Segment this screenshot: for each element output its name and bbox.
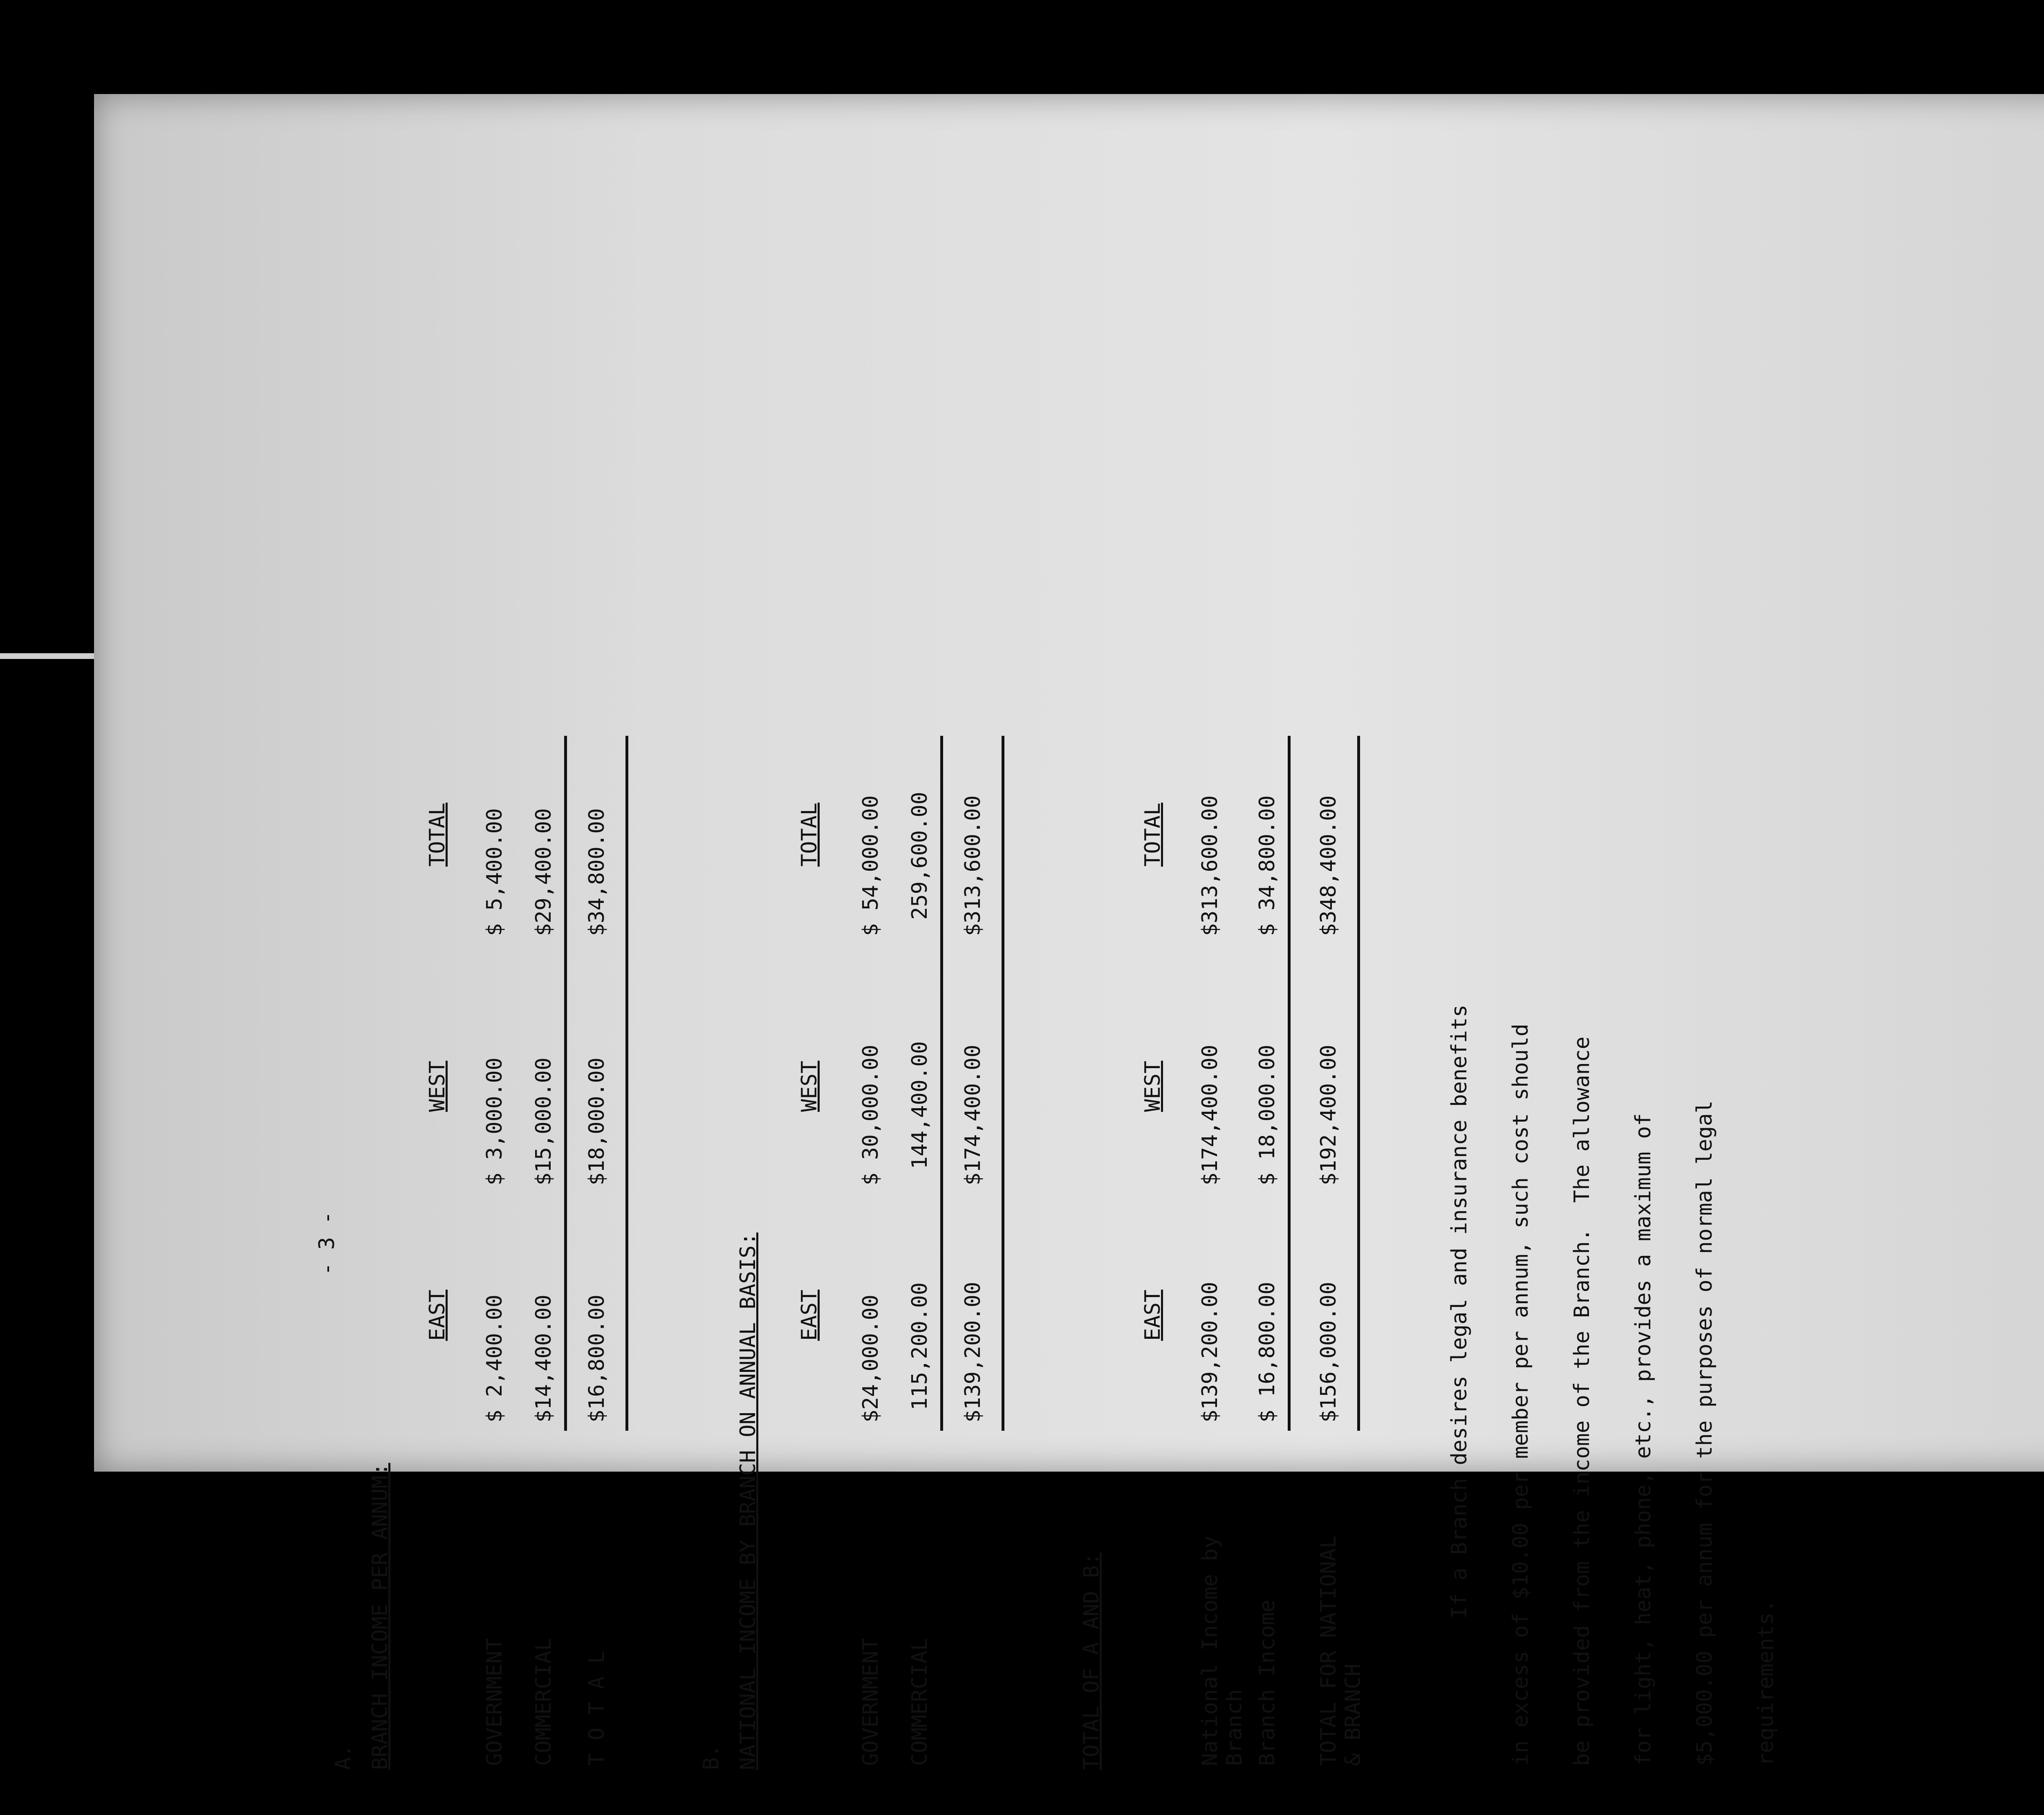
- section-b-header-east: EAST: [797, 1289, 822, 1341]
- section-c-header-west: WEST: [1141, 1060, 1165, 1112]
- section-a-cell: $18,000.00: [585, 1057, 609, 1185]
- section-b-title: NATIONAL INCOME BY BRANCH ON ANNUAL BASIS:: [736, 1232, 760, 1770]
- section-c-cell: $ 16,800.00: [1255, 1282, 1280, 1423]
- section-b-cell: 144,400.00: [908, 1041, 932, 1169]
- section-c-cell: $ 34,800.00: [1255, 795, 1280, 936]
- section-c-cell: $192,400.00: [1316, 1044, 1341, 1185]
- section-c-total-rule: [1357, 736, 1360, 1431]
- section-a-cell: $34,800.00: [585, 808, 609, 936]
- paragraph-line: be provided from the income of the Branch. The allowance: [1570, 1036, 1594, 1766]
- section-a-sum-rule: [564, 736, 567, 1431]
- section-c-cell: $313,600.00: [1198, 795, 1222, 936]
- paragraph-line: for light, heat, phone, etc., provides a maximum of: [1631, 1113, 1656, 1766]
- section-a-cell: $ 5,400.00: [482, 808, 507, 936]
- paragraph-line: requirements.: [1754, 1600, 1778, 1766]
- section-b-cell: $ 30,000.00: [858, 1044, 883, 1185]
- section-b-cell: $24,000.00: [858, 1294, 883, 1423]
- page-number: - 3 -: [315, 1211, 339, 1275]
- section-c-cell: $139,200.00: [1198, 1282, 1222, 1423]
- section-c-cell: $ 18,000.00: [1255, 1044, 1280, 1185]
- section-c-cell: $174,400.00: [1198, 1044, 1222, 1185]
- section-c-header-total: TOTAL: [1141, 802, 1165, 867]
- paragraph-line: If a Branch desires legal and insurance benefits: [1447, 1004, 1472, 1619]
- section-a-cell: $14,400.00: [531, 1294, 556, 1423]
- section-a-letter: A.: [331, 1744, 356, 1770]
- section-c-row-label: TOTAL FOR NATIONAL & BRANCH: [1316, 1535, 1365, 1766]
- section-b-total-rule: [1002, 736, 1004, 1431]
- section-c-sum-rule: [1288, 736, 1291, 1431]
- section-c-row-label: Branch Income: [1255, 1600, 1280, 1766]
- paragraph-line: in excess of $10.00 per member per annum, such cost should: [1508, 1024, 1533, 1766]
- section-b-row-label: GOVERNMENT: [858, 1638, 883, 1766]
- section-a-cell: $15,000.00: [531, 1057, 556, 1185]
- section-b-row-label: COMMERCIAL: [908, 1638, 932, 1766]
- section-b-sum-rule: [940, 736, 943, 1431]
- section-a-header-east: EAST: [425, 1289, 450, 1341]
- section-a-row-label: T O T A L: [585, 1651, 609, 1766]
- section-c-header-east: EAST: [1141, 1289, 1165, 1341]
- paragraph-line: $5,000.00 per annum for the purposes of normal legal: [1692, 1100, 1717, 1766]
- section-c-cell: $348,400.00: [1316, 795, 1341, 936]
- section-b-letter: B.: [699, 1744, 724, 1770]
- section-b-cell: 115,200.00: [908, 1282, 932, 1410]
- section-b-header-west: WEST: [797, 1060, 822, 1112]
- section-a-cell: $16,800.00: [585, 1294, 609, 1423]
- section-b-cell: $139,200.00: [961, 1282, 985, 1423]
- section-a-title: BRANCH INCOME PER ANNUM:: [368, 1463, 392, 1770]
- section-a-row-label: GOVERNMENT: [482, 1638, 507, 1766]
- section-a-cell: $ 2,400.00: [482, 1294, 507, 1423]
- section-a-cell: $29,400.00: [531, 808, 556, 936]
- section-a-cell: $ 3,000.00: [482, 1057, 507, 1185]
- section-c-cell: $156,000.00: [1316, 1282, 1341, 1423]
- section-c-row-label: National Income by Branch: [1198, 1535, 1247, 1766]
- section-a-header-west: WEST: [425, 1060, 450, 1112]
- section-b-header-total: TOTAL: [797, 802, 822, 867]
- section-a-header-total: TOTAL: [425, 802, 450, 867]
- section-a-row-label: COMMERCIAL: [531, 1638, 556, 1766]
- section-b-cell: $313,600.00: [961, 795, 985, 936]
- section-a-total-rule: [625, 736, 628, 1431]
- document-page: [270, 589, 2044, 1815]
- section-b-cell: 259,600.00: [908, 791, 932, 920]
- section-b-cell: $ 54,000.00: [858, 795, 883, 936]
- section-c-title: TOTAL OF A AND B:: [1079, 1552, 1104, 1770]
- section-b-cell: $174,400.00: [961, 1044, 985, 1185]
